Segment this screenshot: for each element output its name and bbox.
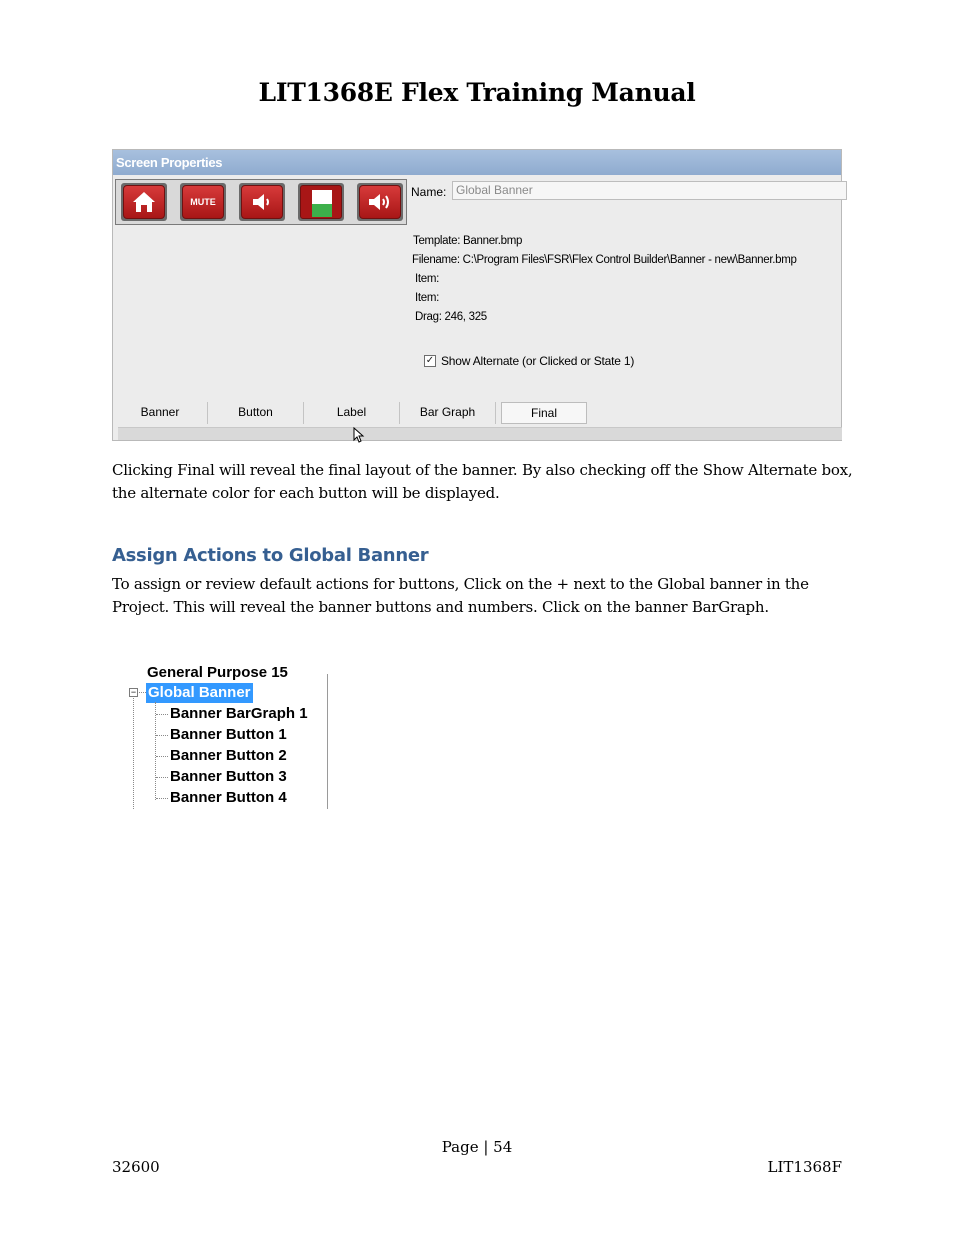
- banner-volume-up-button[interactable]: [357, 183, 403, 221]
- paragraph-line: Clicking Final will reveal the final layout of the banner. By also checking off the Show Alternate box,: [112, 461, 853, 479]
- name-field[interactable]: Global Banner: [452, 181, 847, 200]
- banner-volume-down-button[interactable]: [239, 183, 285, 221]
- project-tree: [127, 664, 328, 809]
- paragraph-line: To assign or review default actions for buttons, Click on the + next to the Global banner in the: [112, 575, 809, 593]
- filename-info: Filename: C:\Program Files\FSR\Flex Control Builder\Banner - new\Banner.bmp: [412, 254, 797, 266]
- paragraph-assign-actions: [112, 573, 809, 619]
- tree-item-banner-button-3[interactable]: Banner Button 3: [170, 768, 287, 785]
- item-info-2: Item:: [415, 292, 440, 304]
- horizontal-scrollbar[interactable]: [118, 427, 842, 440]
- drag-info: Drag: 246, 325: [415, 311, 487, 323]
- tab-banner[interactable]: Banner: [113, 402, 208, 424]
- collapse-icon[interactable]: −: [130, 687, 137, 697]
- volume-up-icon: [366, 190, 394, 214]
- tree-item-banner-button-2[interactable]: Banner Button 2: [170, 747, 287, 764]
- paragraph-line: Project. This will reveal the banner buttons and numbers. Click on the banner BarGraph.: [112, 598, 769, 616]
- footer-right-code: LIT1368F: [767, 1158, 842, 1176]
- tree-item-global-banner[interactable]: Global Banner: [148, 684, 251, 701]
- banner-preview: [115, 179, 407, 225]
- panel-header: Screen Properties: [113, 150, 841, 175]
- tab-button[interactable]: Button: [208, 402, 304, 424]
- item-info-1: Item:: [415, 273, 440, 285]
- tree-item-banner-bargraph-1[interactable]: Banner BarGraph 1: [170, 705, 308, 722]
- banner-bargraph[interactable]: [298, 183, 344, 221]
- mute-icon: MUTE: [182, 185, 224, 219]
- footer-left-code: 32600: [112, 1158, 160, 1176]
- document-title: LIT1368E Flex Training Manual: [258, 78, 696, 107]
- tab-label[interactable]: Label: [304, 402, 400, 424]
- show-alternate-label: Show Alternate (or Clicked or State 1): [441, 354, 635, 368]
- mouse-cursor-icon: [353, 427, 365, 443]
- paragraph-final-info: [112, 459, 852, 505]
- template-info: Template: Banner.bmp: [413, 235, 523, 247]
- tab-final[interactable]: Final: [501, 402, 587, 424]
- page-number: Page | 54: [441, 1138, 513, 1156]
- section-heading: Assign Actions to Global Banner: [112, 545, 429, 566]
- screen-properties-panel: [112, 149, 842, 441]
- tab-bar-graph[interactable]: Bar Graph: [400, 402, 496, 424]
- volume-down-icon: [250, 191, 274, 213]
- bargraph-icon: [300, 185, 342, 219]
- tree-item-cutoff[interactable]: General Purpose 15: [147, 664, 288, 681]
- name-label: Name:: [411, 185, 447, 199]
- show-alternate-checkbox[interactable]: ✓: [425, 355, 435, 366]
- tree-item-banner-button-4[interactable]: Banner Button 4: [170, 789, 287, 806]
- home-icon: [131, 190, 157, 214]
- banner-mute-button[interactable]: [180, 183, 226, 221]
- tab-bar: [113, 402, 843, 424]
- tree-item-banner-button-1[interactable]: Banner Button 1: [170, 726, 287, 743]
- banner-home-button[interactable]: [121, 183, 167, 221]
- paragraph-line: the alternate color for each button will be displayed.: [112, 484, 500, 502]
